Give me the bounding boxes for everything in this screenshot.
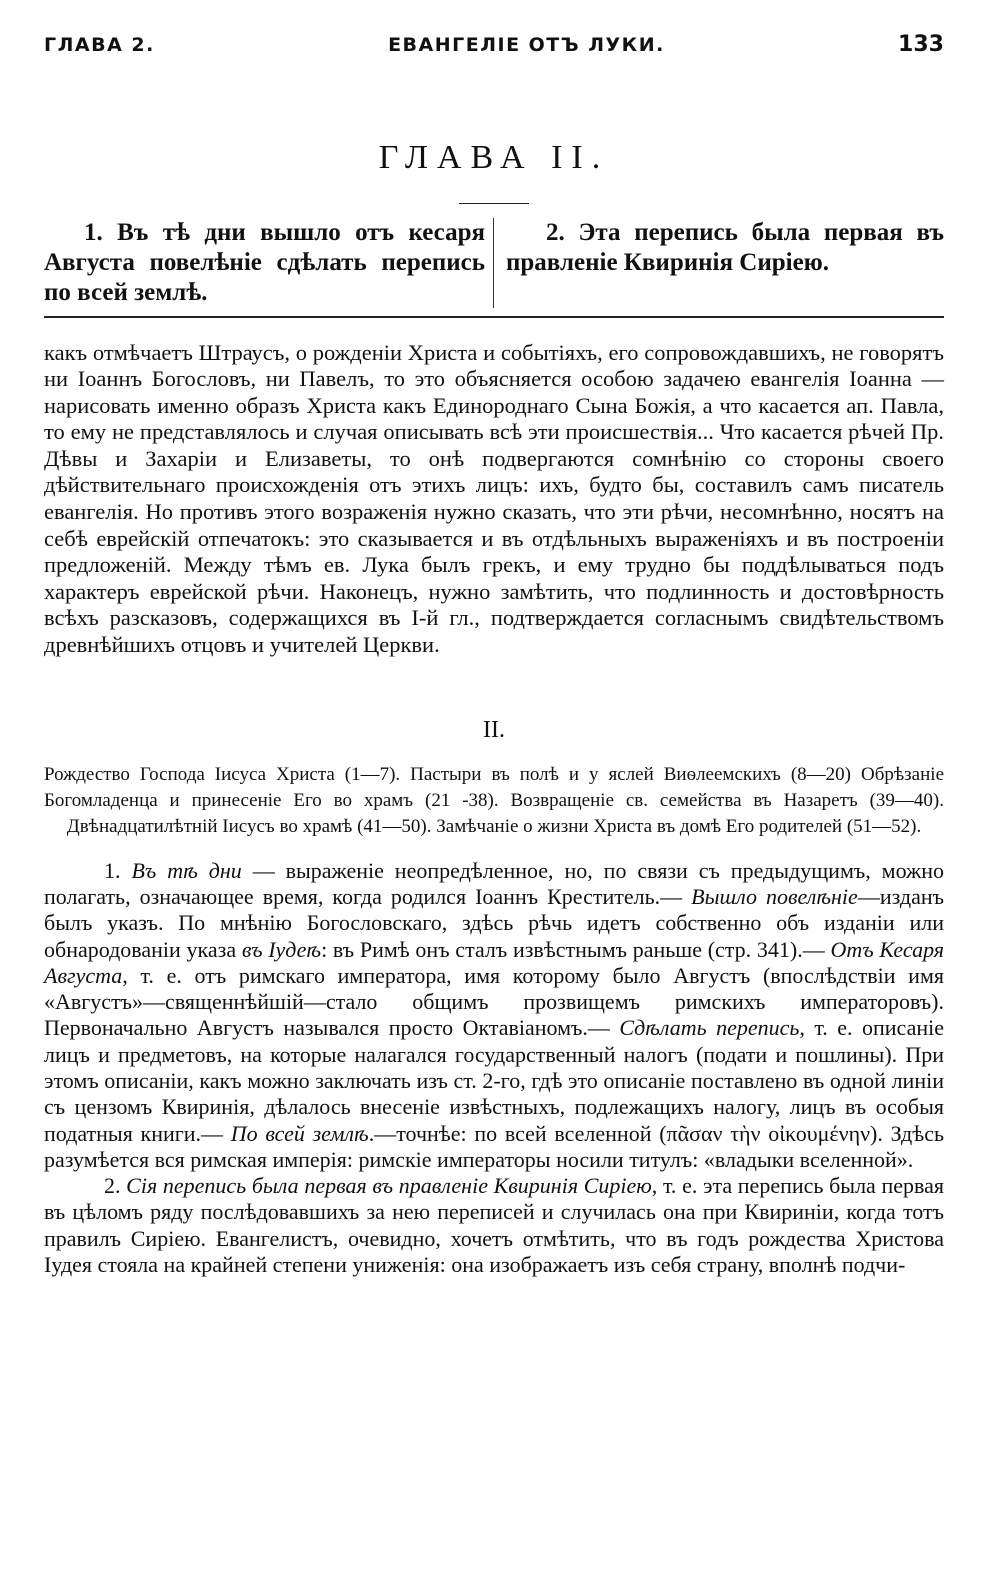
lemma: Въ тѣ дни <box>131 857 242 883</box>
verse-1-text: 1. Въ тѣ дни вышло отъ кесаря Августа повелѣніе сдѣлать перепись по всей землѣ. <box>44 219 485 306</box>
commentary-verse-number: 2. <box>104 1173 121 1199</box>
book-page <box>44 32 944 1278</box>
lemma: Вышло повелѣніе <box>691 883 858 909</box>
header-book-title: ЕВАНГЕЛІЕ ОТЪ ЛУКИ. <box>388 34 665 56</box>
commentary-text: .—точнѣе: по всей вселенной (πᾶσαν τὴν οἰκουμένην). Здѣсь разумѣется вся римская имперія: римскіе императоры носили титулъ: «владыки вселенной». <box>44 1120 944 1172</box>
verse-2-text: 2. Эта перепись была первая въ правленіе Квиринія Сиріею. <box>506 219 944 276</box>
commentary-verse-2 <box>44 1173 944 1278</box>
section-summary: Рождество Господа Іисуса Христа (1—7). Пастыри въ полѣ и у яслей Виѳлеемскихъ (8—20) Обрѣзаніе Богомладенца и принесеніе Его во храмъ (21 -38). Возвращеніе св. семейства въ Назаретъ (39—40). Двѣнадцатилѣтній Іисусъ во храмѣ (41—50). Замѣчаніе о жизни Христа въ домѣ Его родителей (51—52). <box>44 763 944 837</box>
commentary-text: — выраженіе неопредѣленное, но, по связи съ предыдущимъ, можно полагать, означающее время, когда родился Іоаннъ Креститель.— <box>44 857 945 909</box>
lemma: Сія перепись была первая въ правленіе Квиринія Сиріею <box>126 1173 652 1199</box>
running-header <box>44 32 944 57</box>
commentary-text: , т. е. эта перепись была первая въ цѣломъ ряду послѣдовавшихъ за нею переписей и случилась она при Квириніи, когда тотъ правилъ Сиріею. Евангелистъ, очевидно, хочетъ отмѣтить, что въ годъ рождества Христова Іудея стояла на крайней степени униженія: она изображаетъ изъ себя страну, вполнѣ подчи- <box>44 1173 945 1278</box>
commentary-verse-number: 1. <box>104 857 121 883</box>
header-chapter: ГЛАВА 2. <box>44 34 155 56</box>
commentary-text: : въ Римѣ онъ сталъ извѣстнымъ раньше (стр. 341).— <box>321 936 831 962</box>
commentary-text: —изданъ былъ указъ. По мнѣнію Богословскаго, здѣсь рѣчь идетъ собственно объ изданіи или обнародованіи указа <box>44 883 944 962</box>
lemma: въ Іудеѣ <box>241 936 322 962</box>
commentary-continuation: какъ отмѣчаетъ Штраусъ, о рожденіи Христа и событіяхъ, его сопровождавшихъ, не говорятъ ни Іоаннъ Богословъ, ни Павелъ, то это объясняется особою задачею евангелія Іоанна — нарисовать именно образъ Христа какъ Единороднаго Сына Божія, а что касается ап. Павла, то ему не представлялось и случая описывать всѣ эти происшествія... Что касается рѣчей Пр. Дѣвы и Захаріи и Елизаветы, то онѣ подвергаются сомнѣнію со стороны своего дѣйствительнаго происхожденія отъ этихъ лицъ: ихъ, будто бы, составилъ самъ писатель евангелія. Но противъ этого возраженія нужно сказать, что эти рѣчи, несомнѣнно, носятъ на себѣ еврейскій отпечатокъ: это сказывается и въ отдѣльныхъ выраженіяхъ и въ построеніи предложеній. Между тѣмъ ев. Лука былъ грекъ, и ему трудно бы поддѣлываться подъ характеръ еврейской рѣчи. Наконецъ, нужно замѣтить, что подлинность и достовѣрность всѣхъ разсказовъ, содержащихся въ I-й гл., подтверждается согласнымъ свидѣтельствомъ древнѣйшихъ отцовъ и учителей Церкви. <box>44 339 944 658</box>
section-number: II. <box>483 716 505 743</box>
commentary-text: , т. е. описаніе лицъ и предметовъ, на которые налагался государственный налогъ (подати и пошлины). При этомъ описаніи, какъ можно заключать изъ ст. 2-го, гдѣ это описаніе поставлено въ одной линіи съ цензомъ Квиринія, дѣлалось внесеніе извѣстныхъ, подлежащихъ налогу, лицъ въ особыя податныя книги.— <box>44 1015 944 1146</box>
lemma: По всей землѣ <box>230 1120 369 1146</box>
lemma: Сдѣлать перепись <box>619 1015 800 1041</box>
verses-divider <box>44 316 944 318</box>
title-divider <box>459 203 529 204</box>
chapter-title: ГЛАВА II. <box>378 139 610 176</box>
commentary-text: , т. е. отъ римскаго императора, имя которому было Августъ (впослѣдствіи имя «Августъ»—священнѣйшій—стало общимъ прозвищемъ римскихъ императоровъ). Первоначально Августъ назывался просто Октавіаномъ.— <box>44 962 944 1041</box>
page-number: 133 <box>898 32 944 57</box>
verse-column-left <box>44 218 494 308</box>
commentary-verse-1 <box>44 858 944 1174</box>
lemma: Отъ Кесаря Августа <box>44 936 945 988</box>
verse-column-right <box>494 218 944 308</box>
scripture-verses <box>44 218 944 308</box>
